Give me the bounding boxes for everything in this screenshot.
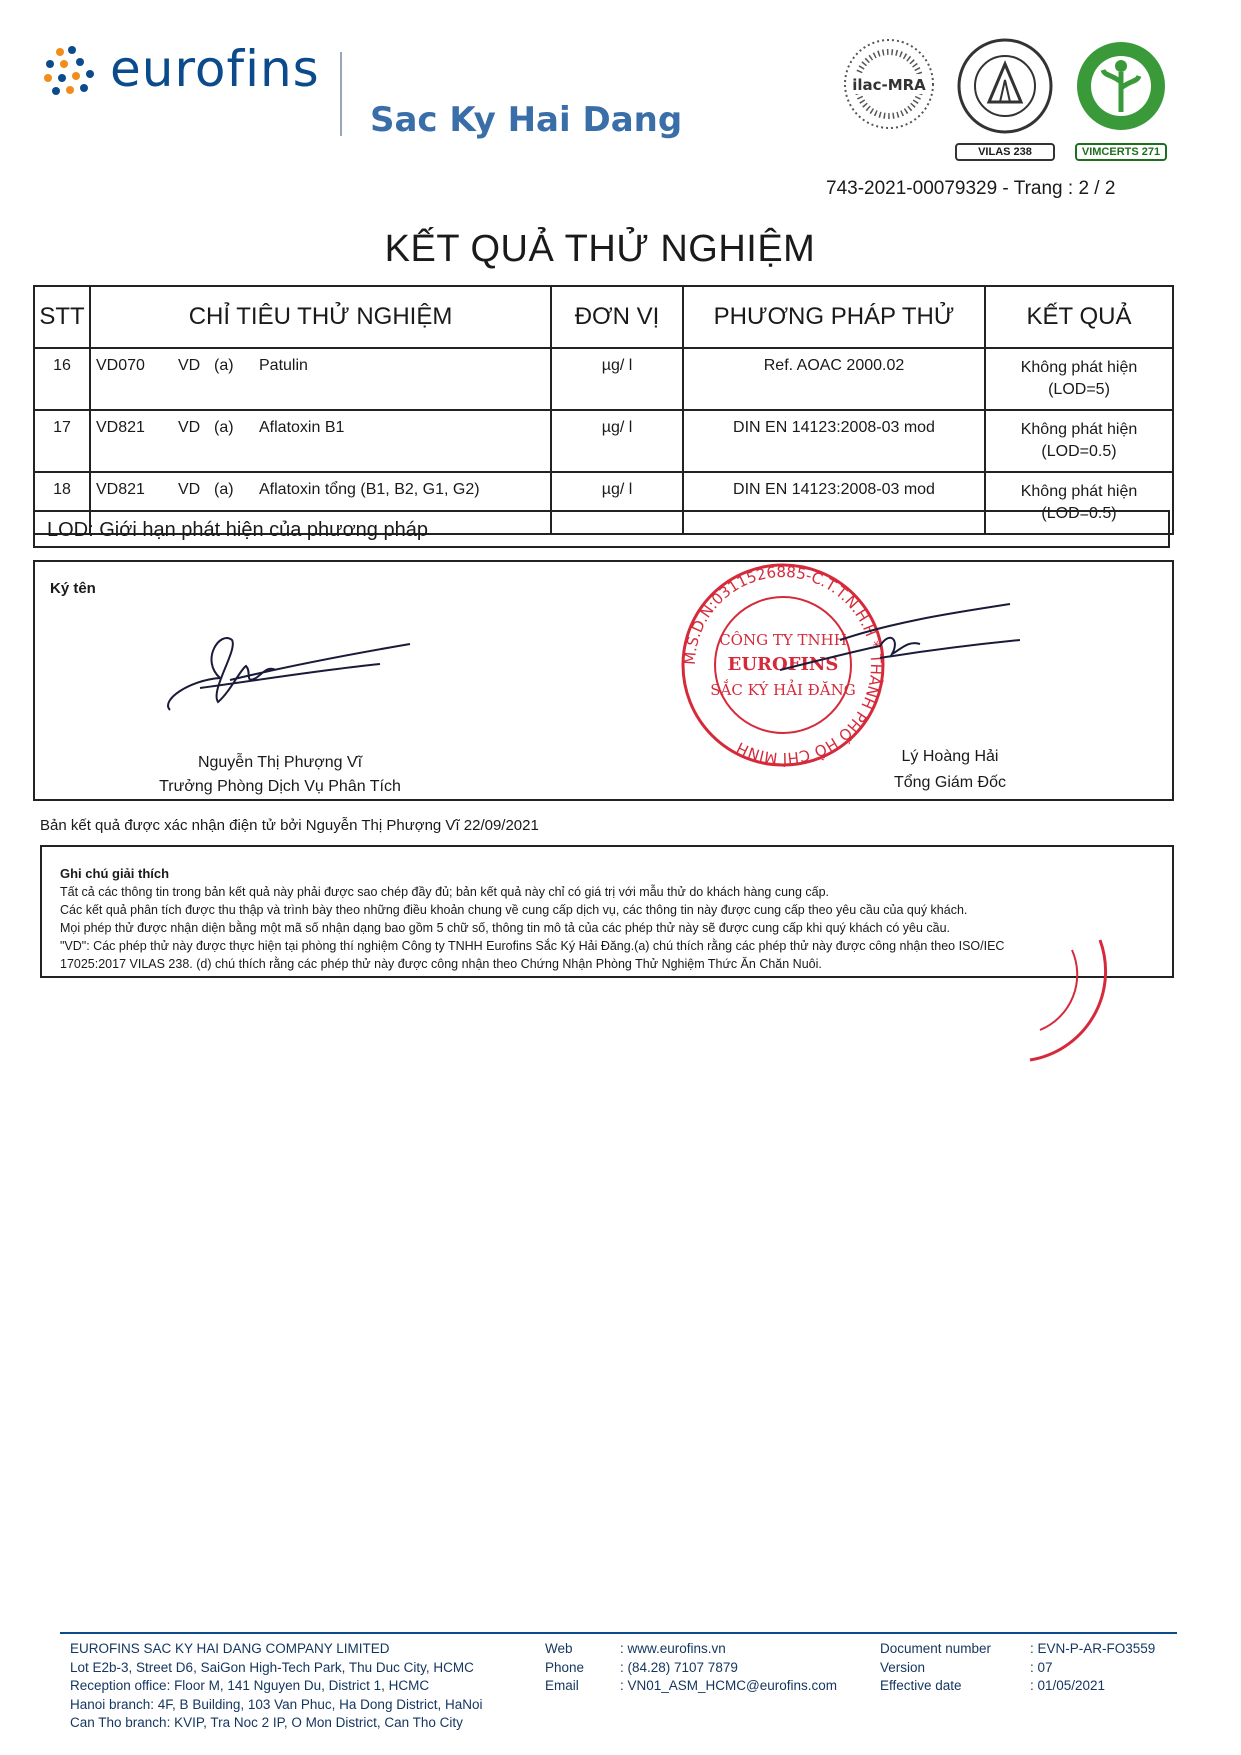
vilas-badge	[955, 36, 1055, 161]
row-method: DIN EN 14123:2008-03 mod	[683, 410, 985, 472]
result-lod: (LOD=0.5)	[1041, 505, 1117, 522]
lab-code: VD	[178, 481, 201, 498]
table-row	[34, 348, 1173, 410]
results-table	[33, 285, 1174, 535]
address-line: Lot E2b-3, Street D6, SaiGon High-Tech Park, Thu Duc City, HCMC	[70, 1659, 474, 1675]
header-unit: ĐƠN VỊ	[551, 286, 683, 348]
row-stt: 17	[34, 410, 90, 472]
notes-line: Mọi phép thử được nhận diện bằng một mã số nhận dạng bao gồm 5 chữ số, thông tin mô tả của các phép thử này sẽ được cung cấp khi quý khách có yêu cầu.	[60, 921, 951, 935]
signer-left-name: Nguyễn Thị Phượng Vĩ	[197, 754, 363, 771]
logo-divider	[340, 52, 342, 136]
web-value: : www.eurofins.vn	[620, 1641, 726, 1656]
svg-text:ilac-MRA: ilac-MRA	[852, 76, 926, 94]
signer-right-role: Tổng Giám Đốc	[893, 774, 1007, 791]
test-code: VD821	[96, 481, 145, 498]
row-test	[90, 348, 551, 410]
row-result	[985, 348, 1173, 410]
footer-doc-keys	[880, 1640, 991, 1696]
test-name: Aflatoxin tổng (B1, B2, G1, G2)	[259, 481, 480, 498]
header-test: CHỈ TIÊU THỬ NGHIỆM	[90, 286, 551, 348]
vimcerts-label: VIMCERTS 271	[1075, 143, 1167, 161]
ilac-mra-badge	[840, 36, 938, 137]
phone-value: : (84.28) 7107 7879	[620, 1659, 738, 1675]
table-header-row	[34, 286, 1173, 348]
svg-text:CÔNG TY TNHH: CÔNG TY TNHH	[719, 631, 847, 649]
row-method: DIN EN 14123:2008-03 mod	[683, 472, 985, 534]
email-value: : VN01_ASM_HCMC@eurofins.com	[620, 1678, 838, 1693]
table-row	[34, 410, 1173, 472]
bureau-accreditation-icon	[955, 36, 1055, 136]
svg-text:EUROFINS: EUROFINS	[727, 654, 839, 675]
footer-contact-values	[620, 1640, 837, 1696]
result-text: Không phát hiện	[1020, 359, 1138, 376]
result-lod: (LOD=0.5)	[1041, 443, 1117, 460]
notes-title: Ghi chú giải thích	[60, 866, 170, 881]
accreditation-note: (a)	[214, 481, 234, 498]
notes-line: Tất cả các thông tin trong bản kết quả này phải được sao chép đầy đủ; bản kết quả này chỉ có giá trị với mẫu thử do khách hàng cung cấp.	[60, 885, 830, 899]
header-result: KẾT QUẢ	[985, 286, 1173, 348]
accreditation-note: (a)	[214, 357, 234, 374]
ilac-mra-icon	[840, 36, 938, 132]
result-lod: (LOD=5)	[1048, 381, 1110, 398]
doc-number-value: : EVN-P-AR-FO3559	[1030, 1641, 1156, 1656]
header-method: PHƯƠNG PHÁP THỬ	[683, 286, 985, 348]
address-line: Reception office: Floor M, 141 Nguyen Du, District 1, HCMC	[70, 1678, 430, 1693]
address-line: Hanoi branch: 4F, B Building, 103 Van Phuc, Ha Dong District, HaNoi	[70, 1696, 483, 1712]
electronic-confirmation: Bản kết quả được xác nhận điện tử bởi Nguyễn Thị Phượng Vĩ 22/09/2021	[40, 817, 539, 834]
row-unit: µg/ l	[551, 410, 683, 472]
row-method: Ref. AOAC 2000.02	[683, 348, 985, 410]
notes-line: Các kết quả phân tích được thu thập và trình bày theo những điều khoản chung về cung cấp dịch vụ, các thông tin này được cung cấp theo yêu cầu của quý khách.	[60, 903, 968, 917]
signature-left-icon	[160, 620, 420, 720]
brand-name: eurofins	[110, 40, 320, 98]
row-test	[90, 410, 551, 472]
signer-right-name: Lý Hoàng Hải	[901, 748, 999, 765]
document-reference: 743-2021-00079329 - Trang : 2 / 2	[826, 178, 1116, 199]
vimcerts-badge	[1075, 36, 1167, 161]
notes-line: "VD": Các phép thử này được thực hiện tại phòng thí nghiệm Công ty TNHH Eurofins Sắc Ký Hải Đăng.(a) chú thích rằng các phép thử này được công nhận theo ISO/IEC	[60, 939, 1005, 953]
row-result	[985, 410, 1173, 472]
vilas-label: VILAS 238	[955, 143, 1055, 161]
footer-doc-values	[1030, 1640, 1155, 1696]
footer-company	[70, 1640, 482, 1733]
brand-subtitle: Sac Ky Hai Dang	[370, 100, 683, 140]
address-line: Can Tho branch: KVIP, Tra Noc 2 IP, O Mon District, Can Tho City	[70, 1715, 463, 1730]
signature-right-icon	[780, 600, 1020, 690]
web-key: Web	[545, 1641, 573, 1656]
header-stt: STT	[34, 286, 90, 348]
row-stt: 16	[34, 348, 90, 410]
lod-note: LOD: Giới hạn phát hiện của phương pháp	[33, 510, 1170, 548]
test-name: Aflatoxin B1	[259, 419, 345, 436]
row-unit: µg/ l	[551, 348, 683, 410]
notes-line: 17025:2017 VILAS 238. (d) chú thích rằng các phép thử này được công nhận theo Chứng Nhận Phòng Thử Nghiệm Thức Ăn Chăn Nuôi.	[60, 957, 822, 971]
result-text: Không phát hiện	[1020, 483, 1138, 500]
doc-number-key: Document number	[880, 1641, 992, 1656]
page-title: KẾT QUẢ THỬ NGHIỆM	[384, 228, 816, 270]
test-name: Patulin	[259, 357, 308, 374]
footer-contact-keys	[545, 1640, 584, 1696]
signer-left-role: Trưởng Phòng Dịch Vụ Phân Tích	[159, 778, 401, 795]
svg-text:M.S.D.N:0311526885-C.T.T.N.H.H: M.S.D.N:0311526885-C.T.T.N.H.H * THÀNH PHỐ HỒ CHÍ MINH	[680, 562, 886, 768]
row-unit: µg/ l	[551, 472, 683, 534]
lab-code: VD	[178, 419, 201, 436]
accreditation-note: (a)	[214, 419, 234, 436]
company-name: EUROFINS SAC KY HAI DANG COMPANY LIMITED	[70, 1641, 390, 1656]
vimcerts-icon	[1075, 36, 1167, 136]
eurofins-logo-icon	[42, 44, 98, 100]
effective-date-value: : 01/05/2021	[1030, 1678, 1106, 1693]
phone-key: Phone	[545, 1659, 585, 1675]
lab-code: VD	[178, 357, 201, 374]
partial-stamp-icon	[1000, 930, 1110, 1070]
footer-rule	[60, 1632, 1177, 1634]
result-text: Không phát hiện	[1020, 421, 1138, 438]
version-key: Version	[880, 1659, 926, 1675]
signature-label: Ký tên	[50, 580, 96, 597]
test-code: VD821	[96, 419, 145, 436]
version-value: : 07	[1030, 1659, 1053, 1675]
row-stt: 18	[34, 472, 90, 534]
email-key: Email	[545, 1678, 579, 1693]
effective-date-key: Effective date	[880, 1678, 962, 1693]
svg-text:SẮC KÝ HẢI ĐĂNG: SẮC KÝ HẢI ĐĂNG	[710, 681, 856, 699]
test-code: VD070	[96, 357, 145, 374]
